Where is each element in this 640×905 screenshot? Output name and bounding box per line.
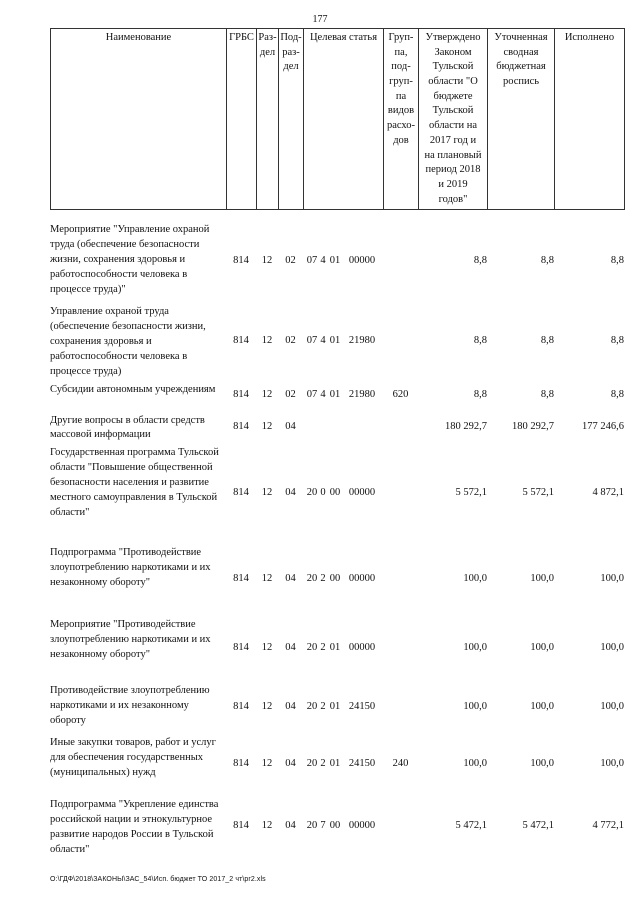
row-target <box>303 380 383 411</box>
target-event: 01 <box>329 701 341 713</box>
row-clarified: 100,0 <box>530 701 554 713</box>
row-expense-group <box>383 220 418 302</box>
table-row <box>50 302 624 380</box>
row-target <box>303 795 383 858</box>
row-razdel: 12 <box>261 642 273 654</box>
row-executed: 8,8 <box>610 334 624 346</box>
row-grbs: 814 <box>233 487 249 499</box>
row-podrazdel: 04 <box>285 420 296 432</box>
table-row <box>50 443 624 543</box>
row-grbs: 814 <box>233 388 249 400</box>
target-program: 20 <box>306 573 318 585</box>
header-grbs: ГРБС <box>227 29 257 210</box>
table-row <box>50 681 624 733</box>
row-expense-group <box>383 543 418 615</box>
target-direction: 00000 <box>348 642 376 654</box>
row-expense-group <box>383 411 418 444</box>
row-approved: 8,8 <box>473 388 487 400</box>
row-approved: 8,8 <box>473 334 487 346</box>
row-expense-group <box>383 443 418 543</box>
target-program: 20 <box>306 758 318 770</box>
row-clarified: 8,8 <box>540 334 554 346</box>
target-subprogram: 2 <box>320 642 326 654</box>
row-clarified: 5 472,1 <box>522 820 554 832</box>
target-subprogram: 4 <box>320 334 326 346</box>
row-executed: 100,0 <box>600 758 624 770</box>
target-program: 20 <box>306 642 318 654</box>
row-podrazdel: 04 <box>285 642 296 654</box>
table-row <box>50 220 624 302</box>
row-expense-group: 620 <box>392 388 409 400</box>
page-number: 177 <box>312 14 328 25</box>
target-event: 00 <box>329 487 341 499</box>
target-direction: 00000 <box>348 487 376 499</box>
row-target <box>303 615 383 681</box>
row-razdel: 12 <box>261 758 273 770</box>
table-row <box>50 380 624 411</box>
budget-table <box>50 220 624 858</box>
row-executed: 100,0 <box>600 573 624 585</box>
target-direction: 00000 <box>348 573 376 585</box>
row-name: Мероприятие "Противодействие злоупотреблению наркотиками и их незаконному обороту" <box>50 619 211 661</box>
target-program: 07 <box>306 388 318 400</box>
row-executed: 8,8 <box>610 254 624 266</box>
row-grbs: 814 <box>233 254 249 266</box>
row-podrazdel: 04 <box>285 487 296 499</box>
row-target <box>303 681 383 733</box>
row-executed: 4 872,1 <box>592 487 624 499</box>
row-razdel: 12 <box>261 420 273 432</box>
header-approved: Утверждено Законом Тульской области "О бюджете Тульской области на 2017 год и на плановый период 2018 и 2019 годов" <box>419 29 488 210</box>
row-podrazdel: 02 <box>285 254 296 266</box>
header-clarified: Уточненная сводная бюджетная роспись <box>488 29 555 210</box>
row-target <box>303 443 383 543</box>
row-grbs: 814 <box>233 701 249 713</box>
row-target <box>303 220 383 302</box>
row-razdel: 12 <box>261 573 273 585</box>
target-program: 20 <box>306 487 318 499</box>
row-name: Другие вопросы в области средств массовой информации <box>50 414 205 441</box>
row-target <box>303 411 383 444</box>
row-approved: 5 472,1 <box>455 820 487 832</box>
row-approved: 100,0 <box>463 642 487 654</box>
file-path-footer: O:\ГДФ\2018\ЗАКОНЫ\ЗАС_54\Исп. бюджет ТО 2017_2 чт\pr2.xls <box>50 876 266 883</box>
table-row <box>50 795 624 858</box>
row-expense-group <box>383 795 418 858</box>
row-razdel: 12 <box>261 487 273 499</box>
target-event: 01 <box>329 758 341 770</box>
row-target <box>303 302 383 380</box>
target-subprogram: 2 <box>320 701 326 713</box>
row-approved: 100,0 <box>463 701 487 713</box>
target-direction: 24150 <box>348 758 376 770</box>
target-program: 07 <box>306 254 318 266</box>
header-target: Целевая статья <box>304 29 384 210</box>
target-subprogram: 7 <box>320 820 326 832</box>
row-name: Подпрограмма "Укрепление единства российской нации и этнокультурное развитие народов России в Тульской области" <box>50 799 219 856</box>
table-row <box>50 615 624 681</box>
row-target <box>303 733 383 795</box>
row-name: Иные закупки товаров, работ и услуг для обеспечения государственных (муниципальных) нужд <box>50 737 216 779</box>
target-direction: 00000 <box>348 820 376 832</box>
row-razdel: 12 <box>261 254 273 266</box>
target-program: 20 <box>306 820 318 832</box>
row-grbs: 814 <box>233 420 249 432</box>
row-expense-group: 240 <box>392 758 409 770</box>
table-header <box>50 28 625 210</box>
header-name: Наименование <box>51 29 227 210</box>
row-razdel: 12 <box>261 820 273 832</box>
row-clarified: 100,0 <box>530 642 554 654</box>
row-razdel: 12 <box>261 334 273 346</box>
row-clarified: 5 572,1 <box>522 487 554 499</box>
target-subprogram: 2 <box>320 758 326 770</box>
target-event: 00 <box>329 820 341 832</box>
target-subprogram: 2 <box>320 573 326 585</box>
row-podrazdel: 04 <box>285 758 296 770</box>
target-subprogram: 0 <box>320 487 326 499</box>
row-executed: 100,0 <box>600 701 624 713</box>
header-group: Груп- па, под- груп- па видов расхо- дов <box>384 29 419 210</box>
row-razdel: 12 <box>261 701 273 713</box>
row-podrazdel: 04 <box>285 701 296 713</box>
row-grbs: 814 <box>233 573 249 585</box>
table-row <box>50 543 624 615</box>
target-direction: 00000 <box>348 254 376 266</box>
target-subprogram: 4 <box>320 254 326 266</box>
row-name: Субсидии автономным учреждениям <box>50 383 216 395</box>
row-approved: 100,0 <box>463 573 487 585</box>
header-podrazdel: Под- раз- дел <box>279 29 304 210</box>
row-podrazdel: 02 <box>285 334 296 346</box>
row-expense-group <box>383 681 418 733</box>
row-clarified: 180 292,7 <box>512 420 554 432</box>
row-approved: 180 292,7 <box>445 420 487 432</box>
row-name: Подпрограмма "Противодействие злоупотреблению наркотиками и их незаконному обороту" <box>50 547 211 589</box>
row-approved: 5 572,1 <box>455 487 487 499</box>
row-clarified: 100,0 <box>530 758 554 770</box>
row-executed: 4 772,1 <box>592 820 624 832</box>
row-executed: 177 246,6 <box>582 420 624 432</box>
row-approved: 100,0 <box>463 758 487 770</box>
target-event: 01 <box>329 642 341 654</box>
row-approved: 8,8 <box>473 254 487 266</box>
row-grbs: 814 <box>233 758 249 770</box>
row-podrazdel: 02 <box>285 388 296 400</box>
target-subprogram: 4 <box>320 388 326 400</box>
row-name: Мероприятие "Управление охраной труда (обеспечение безопасности жизни, сохранения здоровья и работоспособности человека в процессе труда)" <box>50 224 210 295</box>
row-clarified: 8,8 <box>540 254 554 266</box>
target-direction: 24150 <box>348 701 376 713</box>
target-event: 01 <box>329 254 341 266</box>
row-clarified: 8,8 <box>540 388 554 400</box>
row-expense-group <box>383 302 418 380</box>
row-grbs: 814 <box>233 334 249 346</box>
target-event: 01 <box>329 388 341 400</box>
row-grbs: 814 <box>233 642 249 654</box>
row-expense-group <box>383 615 418 681</box>
target-program: 07 <box>306 334 318 346</box>
header-executed: Исполнено <box>555 29 625 210</box>
table-row <box>50 733 624 795</box>
header-razdel: Раз- дел <box>257 29 279 210</box>
row-name: Государственная программа Тульской области "Повышение общественной безопасности населения и развитие местного самоуправления в Тульской области" <box>50 447 219 518</box>
row-executed: 100,0 <box>600 642 624 654</box>
row-target <box>303 543 383 615</box>
row-podrazdel: 04 <box>285 573 296 585</box>
row-clarified: 100,0 <box>530 573 554 585</box>
row-name: Управление охраной труда (обеспечение безопасности жизни, сохранения здоровья и работоспособности человека в процессе труда) <box>50 306 206 377</box>
row-executed: 8,8 <box>610 388 624 400</box>
row-podrazdel: 04 <box>285 820 296 832</box>
row-grbs: 814 <box>233 820 249 832</box>
target-program: 20 <box>306 701 318 713</box>
target-event: 01 <box>329 334 341 346</box>
target-direction: 21980 <box>348 388 376 400</box>
row-name: Противодействие злоупотреблению наркотиками и их незаконному обороту <box>50 685 210 727</box>
table-row <box>50 411 624 444</box>
target-event: 00 <box>329 573 341 585</box>
row-razdel: 12 <box>261 388 273 400</box>
target-direction: 21980 <box>348 334 376 346</box>
